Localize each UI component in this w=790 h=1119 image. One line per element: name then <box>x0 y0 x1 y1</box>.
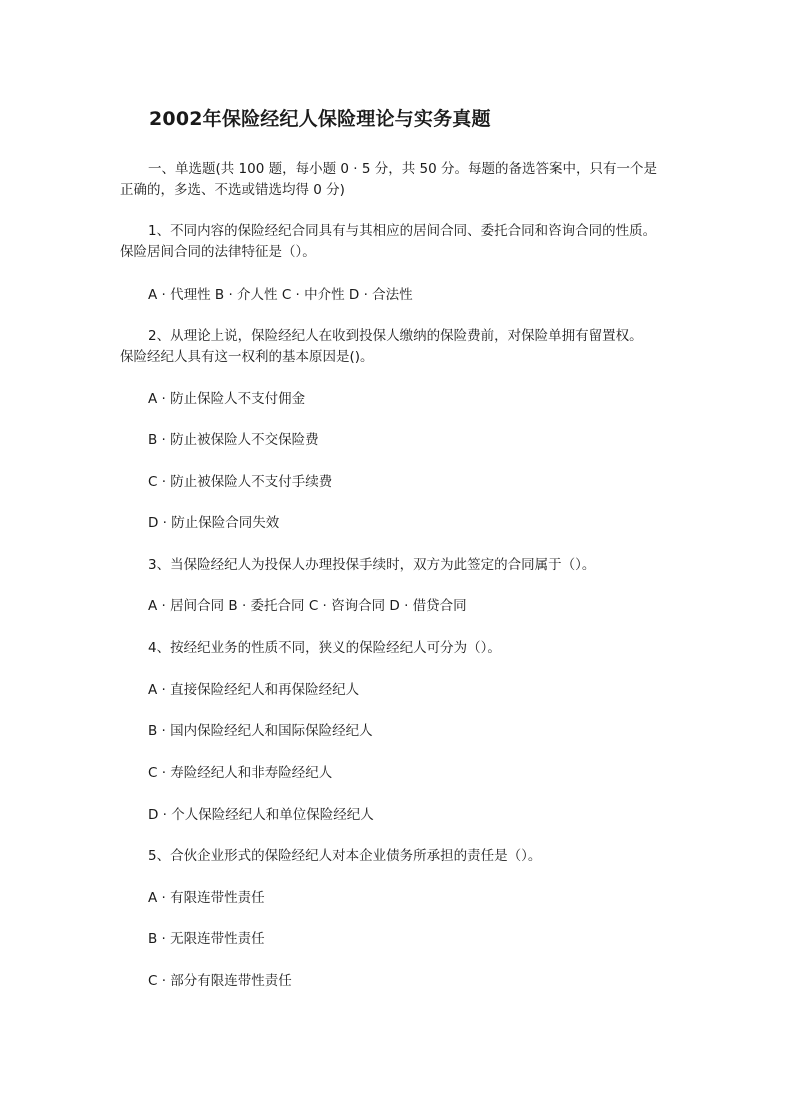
question-5-option-b: B · 无限连带性责任 <box>148 931 265 947</box>
question-1 <box>120 221 680 263</box>
question-2-option-b: B · 防止被保险人不交保险费 <box>148 432 319 448</box>
question-5-line-1: 5、合伙企业形式的保险经纪人对本企业债务所承担的责任是（）。 <box>148 848 542 864</box>
question-5-option-a: A · 有限连带性责任 <box>148 890 265 906</box>
question-1-line-2: 保险居间合同的法律特征是（）。 <box>120 244 316 260</box>
question-2-option-a: A · 防止保险人不支付佣金 <box>148 391 306 407</box>
page-title: 2002年保险经纪人保险理论与实务真题 <box>149 108 491 130</box>
question-4-option-a: A · 直接保险经纪人和再保险经纪人 <box>148 682 360 698</box>
section-intro-line-2: 正确的，多选、不选或错选均得 0 分) <box>120 182 345 198</box>
question-3-line-1: 3、当保险经纪人为投保人办理投保手续时，双方为此签定的合同属于（）。 <box>148 557 596 573</box>
question-4-line-1: 4、按经纪业务的性质不同，狭义的保险经纪人可分为（）。 <box>148 640 501 656</box>
question-2-option-c: C · 防止被保险人不支付手续费 <box>148 474 333 490</box>
question-3-options: A · 居间合同 B · 委托合同 C · 咨询合同 D · 借贷合同 <box>148 598 467 614</box>
section-intro-line-1: 一、单选题(共 100 题，每小题 0 · 5 分，共 50 分。每题的备选答案中，只有一个是 <box>148 161 658 177</box>
question-2-line-2: 保险经纪人具有这一权利的基本原因是()。 <box>120 349 374 365</box>
question-2 <box>120 326 680 368</box>
question-2-line-1: 2、从理论上说，保险经纪人在收到投保人缴纳的保险费前，对保险单拥有留置权。 <box>148 328 643 344</box>
question-4-option-d: D · 个人保险经纪人和单位保险经纪人 <box>148 807 374 823</box>
question-1-options: A · 代理性 B · 介人性 C · 中介性 D · 合法性 <box>148 287 413 303</box>
question-2-option-d: D · 防止保险合同失效 <box>148 515 280 531</box>
section-intro <box>120 159 680 201</box>
question-5-option-c: C · 部分有限连带性责任 <box>148 973 292 989</box>
question-4-option-b: B · 国内保险经纪人和国际保险经纪人 <box>148 723 373 739</box>
question-1-line-1: 1、不同内容的保险经纪合同具有与其相应的居间合同、委托合同和咨询合同的性质。 <box>148 223 657 239</box>
question-4-option-c: C · 寿险经纪人和非寿险经纪人 <box>148 765 333 781</box>
